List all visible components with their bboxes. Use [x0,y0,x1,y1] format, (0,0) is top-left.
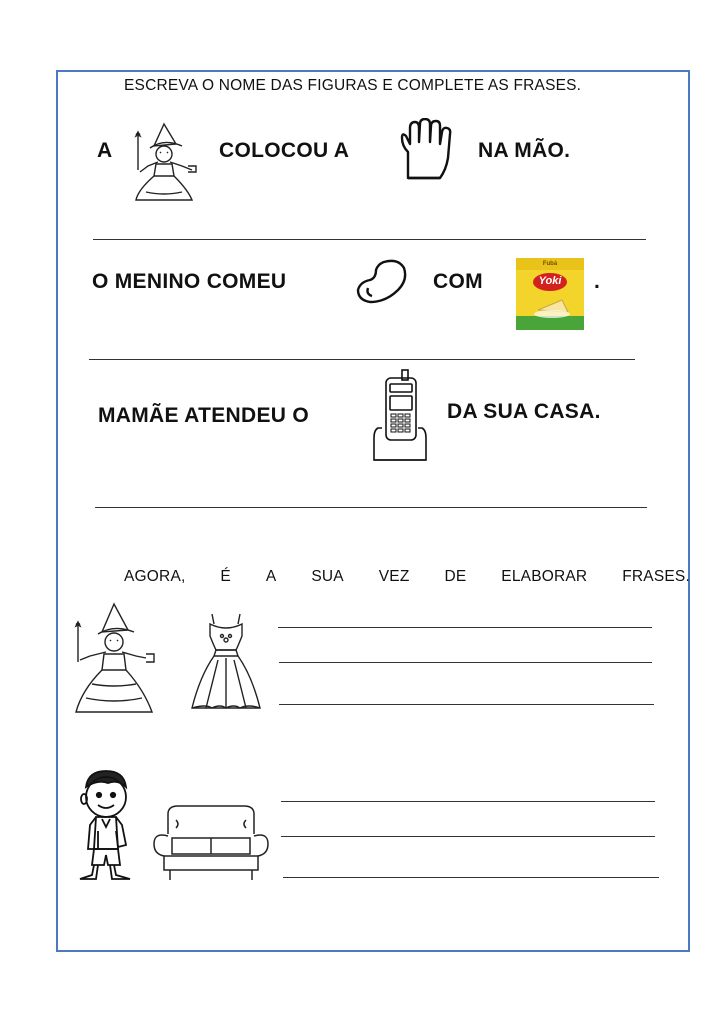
section2-word: AGORA, [124,568,186,585]
bean-icon [354,256,410,306]
sentence1-part1: A [97,139,113,162]
section2-word: É [220,568,231,585]
answer-line-4[interactable] [278,627,652,628]
section2-word: ELABORAR [501,568,588,585]
fairy-icon [126,120,210,204]
section2-title [124,568,690,586]
answer-line-5[interactable] [279,662,652,663]
sentence2-part1: O MENINO COMEU [92,270,287,293]
section2-word: FRASES. [622,568,690,585]
section2-word: SUA [311,568,344,585]
sentence3-part2: DA SUA CASA. [447,400,601,423]
answer-line-9[interactable] [283,877,659,878]
sentence3-part1: MAMÃE ATENDEU O [98,404,309,427]
boy-icon [72,767,142,887]
dress-icon [186,610,266,714]
sentence1-part3: NA MÃO. [478,139,571,162]
section2-word: VEZ [378,568,410,585]
phone-icon [372,368,428,466]
sentence2-part2: COM [433,270,483,293]
fairy-icon [70,600,158,718]
sentence1-part2: COLOCOU A [219,139,350,162]
flour-package-icon [516,258,584,330]
section2-word: A [265,568,277,585]
hand-icon [396,118,458,184]
flour-top-label: Fubá [542,261,558,267]
section2-word: DE [444,568,467,585]
sofa-icon [150,804,272,884]
answer-line-1[interactable] [93,239,646,240]
flour-brand: Yoki [538,275,562,287]
answer-line-7[interactable] [281,801,655,802]
answer-line-2[interactable] [89,359,635,360]
sentence2-part3: . [594,270,601,293]
instructions-title: ESCREVA O NOME DAS FIGURAS E COMPLETE AS FRASES. [124,77,582,94]
answer-line-8[interactable] [281,836,655,837]
answer-line-3[interactable] [95,507,647,508]
answer-line-6[interactable] [279,704,654,705]
